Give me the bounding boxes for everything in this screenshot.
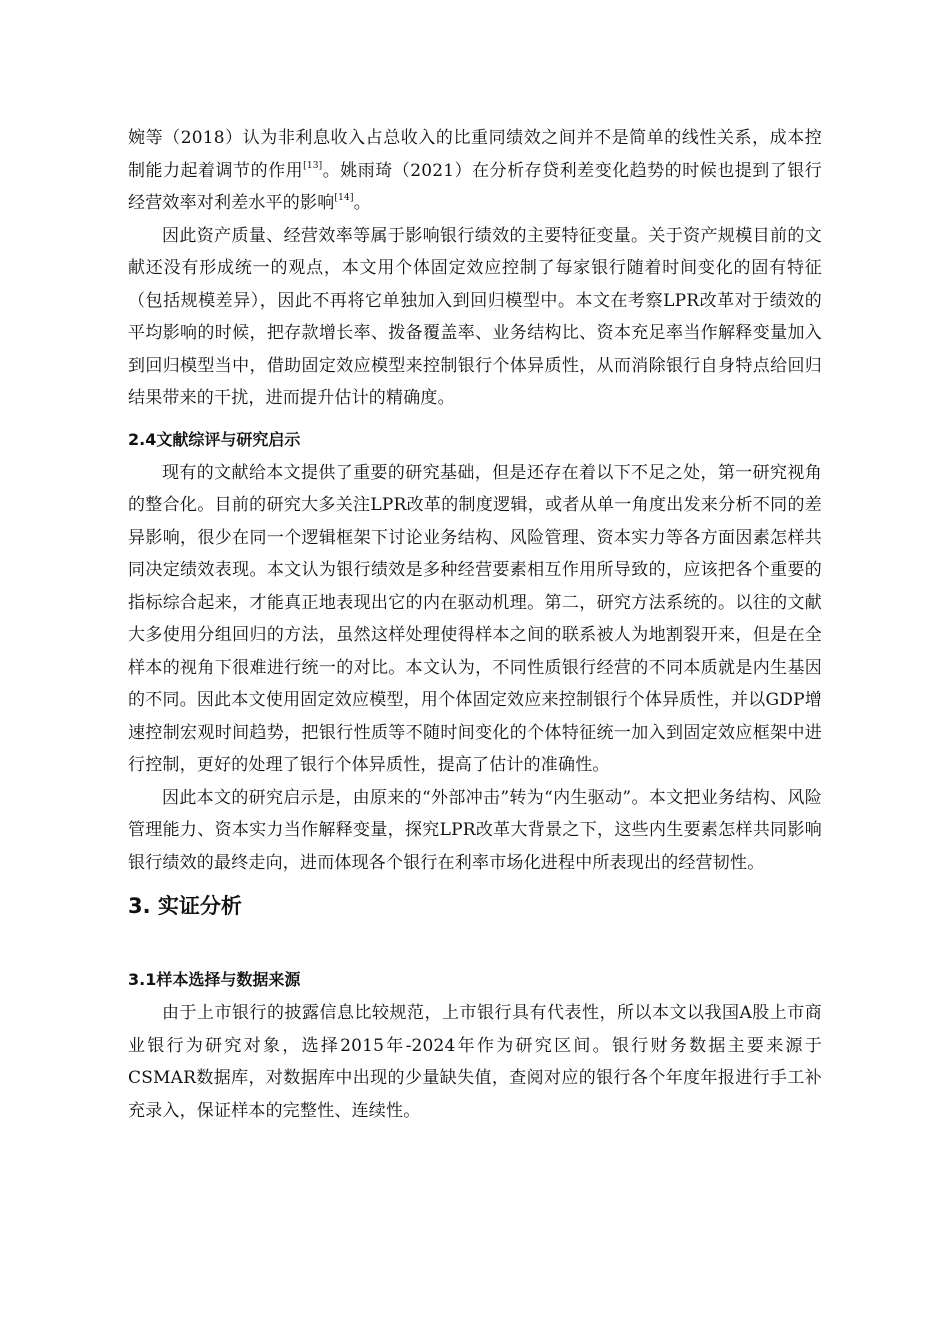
paragraph-variables: 因此资产质量、经营效率等属于影响银行绩效的主要特征变量。关于资产规模目前的文献还没有形成统一的观点，本文用个体固定效应控制了每家银行随着时间变化的固有特征（包括规模差异），因此不再将它单独加入到回归模型中。本文在考察LPR改革对于绩效的平均影响的时候，把存款增长率、拨备覆盖率、业务结构比、资本充足率当作解释变量加入到回归模型当中，借助固定效应模型来控制银行个体异质性，从而消除银行自身特点给回归结果带来的干扰，进而提升估计的精确度。 — [128, 225, 822, 408]
citation-ref: [13] — [303, 160, 323, 171]
paragraph-review: 现有的文献给本文提供了重要的研究基础，但是还存在着以下不足之处，第一研究视角的整合化。目前的研究大多关注LPR改革的制度逻辑，或者从单一角度出发来分析不同的差异影响，很少在同一个逻辑框架下讨论业务结构、风险管理、资本实力等各方面因素怎样共同决定绩效表现。本文认为银行绩效是多种经营要素相互作用所导致的，应该把各个重要的指标综合起来，才能真正地表现出它的内在驱动机理。第二，研究方法系统的。以往的文献大多使用分组回归的方法，虽然这样处理使得样本之间的联系被人为地割裂开来，但是在全样本的视角下很难进行统一的对比。本文认为，不同性质银行经营的不同本质就是内生基因的不同。因此本文使用固定效应模型，用个体固定效应来控制银行个体异质性，并以GDP增速控制宏观时间趋势，把银行性质等不随时间变化的个体特征统一加入到固定效应框架中进行控制，更好的处理了银行个体异质性，提高了估计的准确性。 — [128, 462, 822, 775]
document-page — [128, 122, 822, 1127]
paragraph-text: 。 — [353, 193, 371, 213]
paragraph-sample: 由于上市银行的披露信息比较规范，上市银行具有代表性，所以本文以我国A股上市商业银行为研究对象，选择2015年-2024年作为研究区间。银行财务数据主要来源于CSMAR数据库，对数据库中出现的少量缺失值，查阅对应的银行各个年度年报进行手工补充录入，保证样本的完整性、连续性。 — [128, 1003, 822, 1121]
paragraph-text: 。姚雨琦（2021）在分析存贷利差变化趋势的时候也提到了银行经营效率对利差水平的影响 — [128, 160, 823, 213]
paragraph-literature-continued — [128, 122, 822, 220]
paragraph-text: 婉等（2018）认为非利息收入占总收入的比重同绩效之间并不是简单的线性关系，成本控制能力起着调节的作用 — [128, 128, 822, 181]
citation-ref: [14] — [334, 193, 354, 203]
paragraph-implication: 因此本文的研究启示是，由原来的“外部冲击”转为“内生驱动”。本文把业务结构、风险管理能力、资本实力当作解释变量，探究LPR改革大背景之下，这些内生要素怎样共同影响银行绩效的最终走向，进而体现各个银行在利率市场化进程中所表现出的经营韧性。 — [128, 787, 822, 873]
section-heading-3-1: 3.1样本选择与数据来源 — [128, 970, 301, 989]
chapter-heading-3: 3. 实证分析 — [128, 894, 242, 918]
section-heading-2-4: 2.4文献综评与研究启示 — [128, 429, 301, 449]
